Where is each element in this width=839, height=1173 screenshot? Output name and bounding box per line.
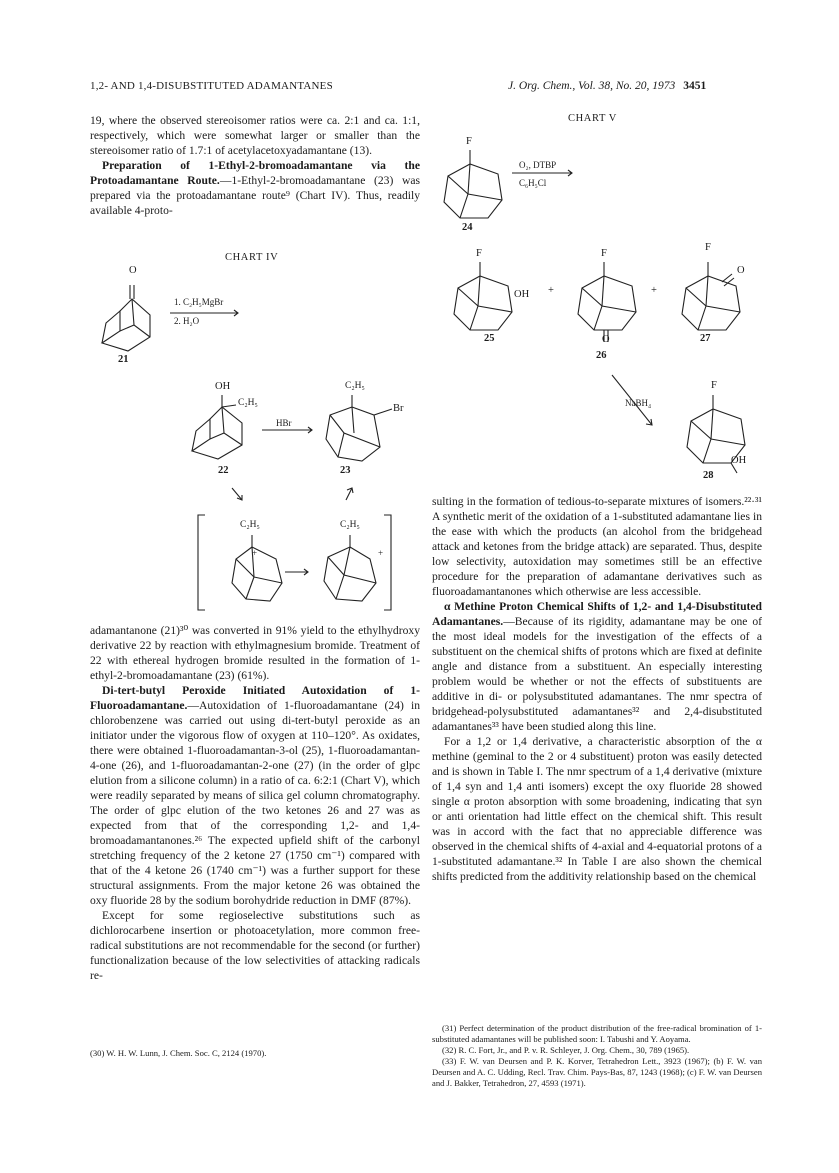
chart-iv-title: CHART IV xyxy=(225,252,279,263)
reagent-water: 2. H₂O xyxy=(174,316,200,326)
atom-label-f-26: F xyxy=(601,248,607,259)
paragraph-autoxidation-body: —Autoxidation of 1-fluoroadamantane (24) in chlorobenzene was carried out using di-tert-butyl peroxide as an initiator under the vigorous flow of oxygen at 110–120°. As oxidates, there were obtained 1-fluoroadamantan-3-ol (25), 1-fluoroadamantan-4-one (26), and 1-fluoroadamantan-2-one (27) (in the order of glpc elution from a silicone column) in a ratio of ca. 6:2:1 (Chart V), which were readily separated by means of silica gel column chromatography. The order of glpc elution of the two ketones 26 and 27 was as expected from that of the corresponding 1,2- and 1,4-bromoadamantanones.²⁶ The expected upfield shift of the carbonyl stretching frequency of the 2 ketone 27 (1750 cm⁻¹) compared with that of the 4 ketone 26 (1740 cm⁻¹) was a further support for these structural assignments. From the major ketone 26 was obtained the oxy fluoride 28 by the sodium borohydride reduction in DMF (87%). xyxy=(90,699,420,907)
footnotes-right xyxy=(432,1023,762,1089)
reagent-nabh4: NaBH₄ xyxy=(625,398,652,408)
section-heading-autoxidation: Di-tert-butyl Peroxide Initiated Autoxidation of 1-Fluoroadamantane. xyxy=(90,684,420,712)
compound-label-25: 25 xyxy=(484,333,495,344)
paragraph-isomers: sulting in the formation of tedious-to-separate mixtures of isomers.²²·³¹ A synthetic merit of the oxidation of a 1-substituted adamantane lies in the ease with which the products (an alcohol from the bridgehead attack and ketones from the bridge attack) are separated. Thus, despite low selectivity, autoxidation may sometimes still be an effective procedure for the preparation of adamantane derivatives such as fluoroadamantanones which otherwise are less accessible. xyxy=(432,495,762,598)
reagent-oxygen-dtbp: O₂, DTBP xyxy=(519,160,557,170)
compound-label-23: 23 xyxy=(340,465,351,476)
reagent-chlorobenzene: C₆H₅Cl xyxy=(519,178,547,188)
footnote-31: (31) Perfect determination of the product distribution of the free-radical bromination of 1-substituted adamantanes will be published soon: I. Tabushi and Y. Aoyama. xyxy=(432,1023,762,1044)
atom-label-o-27: O xyxy=(737,265,745,276)
reagent-hbr: HBr xyxy=(276,418,292,428)
paragraph-preparation-body: —1-Ethyl-2-bromoadamantane (23) was prepared via the protoadamantane route⁹ (Chart IV). Thus, readily available 4-proto- xyxy=(90,174,420,217)
plus-sign-2: + xyxy=(651,285,657,296)
atom-label-o-26: O xyxy=(602,334,610,345)
compound-label-21: 21 xyxy=(118,354,129,365)
compound-label-28: 28 xyxy=(703,470,714,481)
atom-label-f-25: F xyxy=(476,248,482,259)
chart-v-title: CHART V xyxy=(568,113,617,124)
structure-carbocation-2 xyxy=(324,535,376,601)
structure-27 xyxy=(682,262,740,330)
left-column-bottom xyxy=(90,623,420,983)
atom-label-oh-25: OH xyxy=(514,289,530,300)
atom-label-br: Br xyxy=(393,403,404,414)
paragraph-absorption: For a 1,2 or 1,4 derivative, a characteristic absorption of the α methine (geminal to the 2 or 4 substituent) proton was easily detected and is shown in Table I. The nmr spectrum of a 1,4 derivative (mixture of 1,4 syn and 1,4 anti isomers) except the oxy fluoride 28 showed single α proton absorption with some broadening, indicating that syn or anti orientation had little effect on the chemical shift. This result was in accord with the fact that no appreciable difference was observed in the chemical shifts of 4-axial and 4-equatorial protons of a 1-substituted adamantane.³² In Table I are also shown the chemical shifts predicted from the additivity relationship based on the chemical xyxy=(432,735,762,883)
structure-25 xyxy=(454,262,512,330)
paragraph-methine xyxy=(432,599,762,734)
atom-label-ethyl-23: C₂H₅ xyxy=(345,381,365,391)
structure-23 xyxy=(326,395,392,461)
structure-carbocation-1 xyxy=(232,535,282,601)
paragraph-adamantanone: adamantanone (21)³⁰ was converted in 91% yield to the ethylhydroxy derivative 22 by reaction with ethylmagnesium bromide. Treatment of 22 with ethereal hydrogen bromide resulted in the formation of 1-ethyl-2-bromoadamantane (23) (61%). xyxy=(90,624,420,682)
atom-label-f-27: F xyxy=(705,242,711,253)
compound-label-22: 22 xyxy=(218,465,229,476)
structure-22 xyxy=(192,395,242,459)
compound-label-26: 26 xyxy=(596,350,607,361)
section-heading-methine: α Methine Proton Chemical Shifts of 1,2- and 1,4-Disubstituted Adamantanes. xyxy=(432,600,762,628)
reagent-grignard: 1. C₂H₅MgBr xyxy=(174,297,224,307)
paragraph-methine-body: —Because of its rigidity, adamantane may be one of the most ideal models for the investigation of the effects of a substituent on the chemical shifts of protons which are fixed at definite angle and distance from a substituent. An especially interesting problem would be whether or not the effects of substituents are additive in di- or polysubstituted adamantanes. The nmr spectra of bridgehead-polysubstituted adamantanes³² and 2,4-disubstituted adamantanes³³ have been studied along this line. xyxy=(432,615,762,733)
compound-label-27: 27 xyxy=(700,333,711,344)
charge-plus-2: + xyxy=(378,548,384,558)
footnote-30: (30) W. H. W. Lunn, J. Chem. Soc. C, 2124 (1970). xyxy=(90,1048,267,1058)
footnote-33: (33) F. W. van Deursen and P. K. Korver, Tetrahedron Lett., 3923 (1967); (b) F. W. van Deursen and A. C. Udding, Recl. Trav. Chim. Pays-Bas, 87, 1243 (1968); (c) F. W. van Deursen and J. Bakker, Tetrahedron, 27, 4593 (1971). xyxy=(432,1056,762,1088)
atom-label-f-24: F xyxy=(466,136,472,147)
charge-plus-1: + xyxy=(252,548,258,558)
atom-label-oh: OH xyxy=(215,381,231,392)
atom-label-ethyl-cation-2: C₂H₅ xyxy=(340,520,360,530)
paragraph-autoxidation xyxy=(90,683,420,908)
compound-label-24: 24 xyxy=(462,222,473,233)
section-heading-preparation: Preparation of 1-Ethyl-2-bromoadamantane via the Protoadamantane Route. xyxy=(90,159,420,187)
atom-label-f-28: F xyxy=(711,380,717,391)
paragraph-regioselective: Except for some regioselective substitutions such as dichlorocarbene insertion or photoacetylation, more common free-radical substitutions are not recommendable for the second (or further) functionalization because of the low selectivities of attacking radicals re- xyxy=(90,909,420,982)
atom-label-ethyl-22: C₂H₅ xyxy=(238,398,258,408)
right-column xyxy=(432,494,762,884)
structure-26 xyxy=(578,262,636,342)
atom-label-o: O xyxy=(129,265,137,276)
structure-21 xyxy=(102,285,150,351)
running-head: 1,2- AND 1,4-DISUBSTITUTED ADAMANTANES xyxy=(90,80,333,92)
footnote-32: (32) R. C. Fort, Jr., and P. v. R. Schleyer, J. Org. Chem., 30, 789 (1965). xyxy=(442,1045,690,1055)
journal-name: J. Org. Chem., Vol. 38, No. 20, 1973 xyxy=(508,80,676,92)
paragraph-stereoisomer: 19, where the observed stereoisomer ratios were ca. 2:1 and ca. 1:1, respectively, which were somewhat larger or smaller than the stereoisomer ratio of 1.7:1 of acetylacetoxyadamantane (13). xyxy=(90,114,420,157)
plus-sign-1: + xyxy=(548,285,554,296)
structure-24 xyxy=(444,150,502,218)
page-number: 3451 xyxy=(683,80,707,92)
atom-label-oh-28: OH xyxy=(731,455,747,466)
atom-label-ethyl-cation-1: C₂H₅ xyxy=(240,520,260,530)
